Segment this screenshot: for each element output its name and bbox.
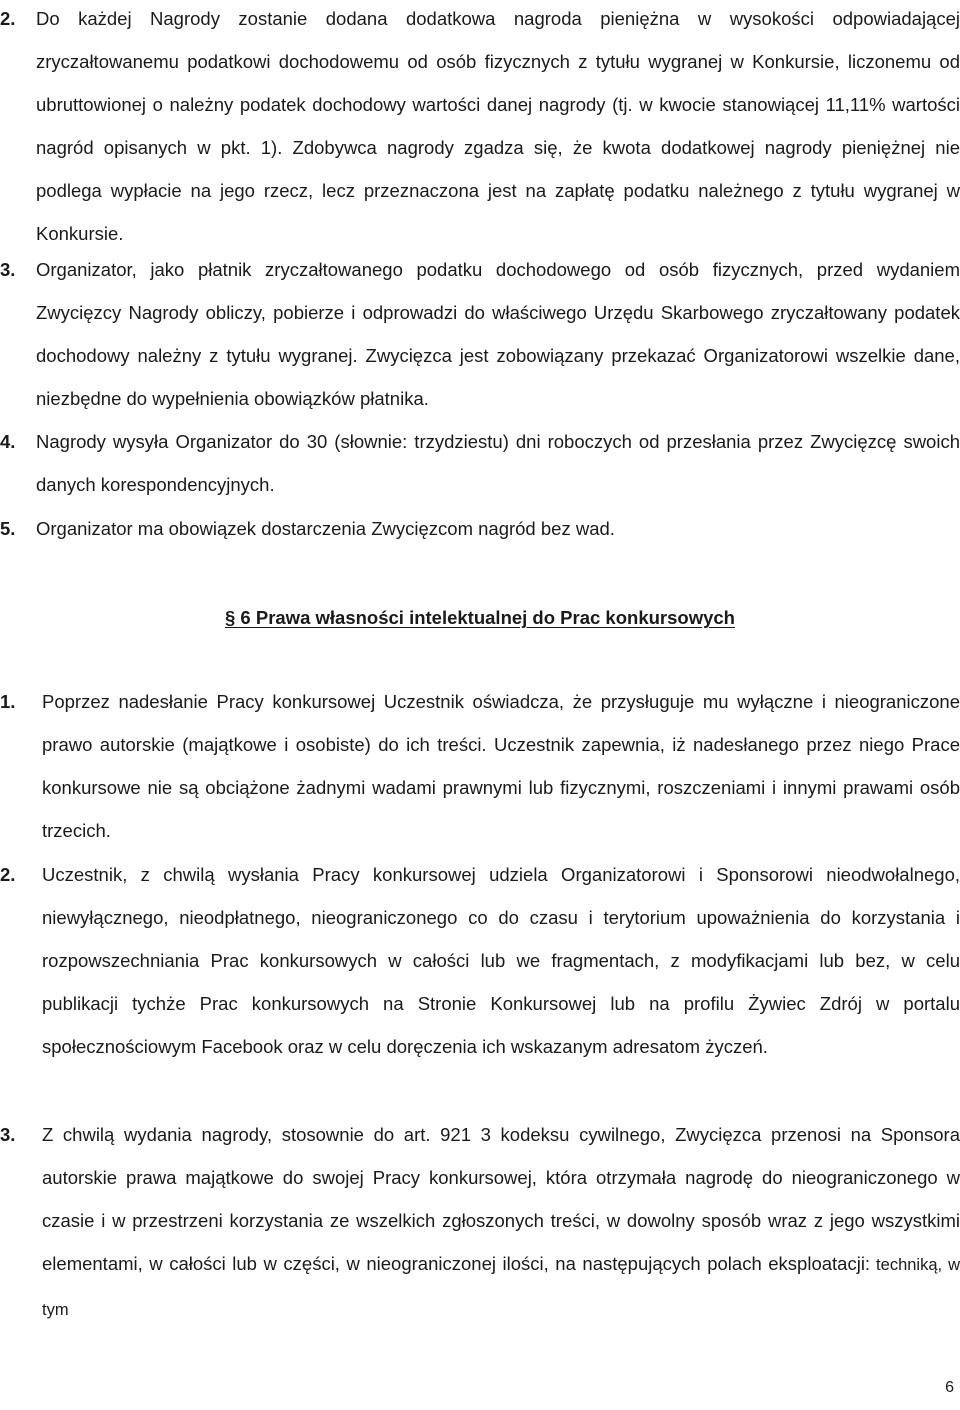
item-text-main: Z chwilą wydania nagrody, stosownie do art. 921 3 kodeksu cywilnego, Zwycięzca przenosi na Sponsora autorskie prawa majątkowe do swojej Pracy konkursowej, która otrzymała nagrodę do nieograniczonego w czasie i w przestrzeni korzystania ze wszelkich zgłoszonych treści, w dowolny sposób wraz z jego wszystkimi elementami, w całości lub w części, w nieograniczonej ilości, na następujących polach eksploatacji: — [42, 1124, 960, 1274]
section-heading-text: § 6 Prawa własności intelektualnej do Prac konkursowych — [225, 607, 735, 628]
item-number: 3. — [0, 1124, 16, 1145]
item-number: 1. — [0, 691, 16, 712]
item-number: 4. — [0, 431, 16, 452]
list-item — [0, 248, 960, 420]
item-number: 5. — [0, 518, 16, 539]
list-item — [0, 507, 960, 550]
item-text-trailing: techniką, w tym — [42, 1256, 960, 1319]
page-number: 6 — [945, 1379, 954, 1396]
list-item — [0, 1113, 960, 1332]
list-item — [0, 680, 960, 852]
item-text: Organizator, jako płatnik zryczałtowanego podatku dochodowego od osób fizycznych, przed wydaniem Zwycięzcy Nagrody obliczy, pobierze i odprowadzi do właściwego Urzędu Skarbowego zryczałtowany podatek dochodowy należny z tytułu wygranej. Zwycięzca jest zobowiązany przekazać Organizatorowi wszelkie dane, niezbędne do wypełnienia obowiązków płatnika. — [36, 259, 960, 409]
item-number: 2. — [0, 864, 16, 885]
section-heading — [0, 596, 960, 639]
item-number: 2. — [0, 8, 16, 29]
list-item — [0, 0, 960, 255]
list-item — [0, 853, 960, 1068]
item-number: 3. — [0, 259, 16, 280]
item-text: Do każdej Nagrody zostanie dodana dodatkowa nagroda pieniężna w wysokości odpowiadającej zryczałtowanemu podatkowi dochodowemu od osób fizycznych z tytułu wygranej w Konkursie, liczonemu od ubruttowionej o należny podatek dochodowy wartości danej nagrody (tj. w kwocie stanowiącej 11,11% wartości nagród opisanych w pkt. 1). Zdobywca nagrody zgadza się, że kwota dodatkowej nagrody pieniężnej nie podlega wypłacie na jego rzecz, lecz przeznaczona jest na zapłatę podatku należnego z tytułu wygranej w Konkursie. — [36, 8, 960, 244]
item-text: Uczestnik, z chwilą wysłania Pracy konkursowej udziela Organizatorowi i Sponsorowi nieodwołalnego, niewyłącznego, nieodpłatnego, nieograniczonego co do czasu i terytorium upoważnienia do korzystania i rozpowszechniania Prac konkursowych w całości lub we fragmentach, z modyfikacjami lub bez, w celu publikacji tychże Prac konkursowych na Stronie Konkursowej lub na profilu Żywiec Zdrój w portalu społecznościowym Facebook oraz w celu doręczenia ich wskazanym adresatom życzeń. — [42, 864, 960, 1057]
item-text — [42, 1113, 960, 1332]
item-text: Organizator ma obowiązek dostarczenia Zwycięzcom nagród bez wad. — [36, 518, 615, 539]
list-item — [0, 420, 960, 506]
item-text: Poprzez nadesłanie Pracy konkursowej Uczestnik oświadcza, że przysługuje mu wyłączne i nieograniczone prawo autorskie (majątkowe i osobiste) do ich treści. Uczestnik zapewnia, iż nadesłanego przez niego Prace konkursowe nie są obciążone żadnymi wadami prawnymi lub fizycznymi, roszczeniami i innymi prawami osób trzecich. — [42, 691, 960, 841]
item-text: Nagrody wysyła Organizator do 30 (słownie: trzydziestu) dni roboczych od przesłania przez Zwycięzcę swoich danych korespondencyjnych. — [36, 431, 960, 495]
